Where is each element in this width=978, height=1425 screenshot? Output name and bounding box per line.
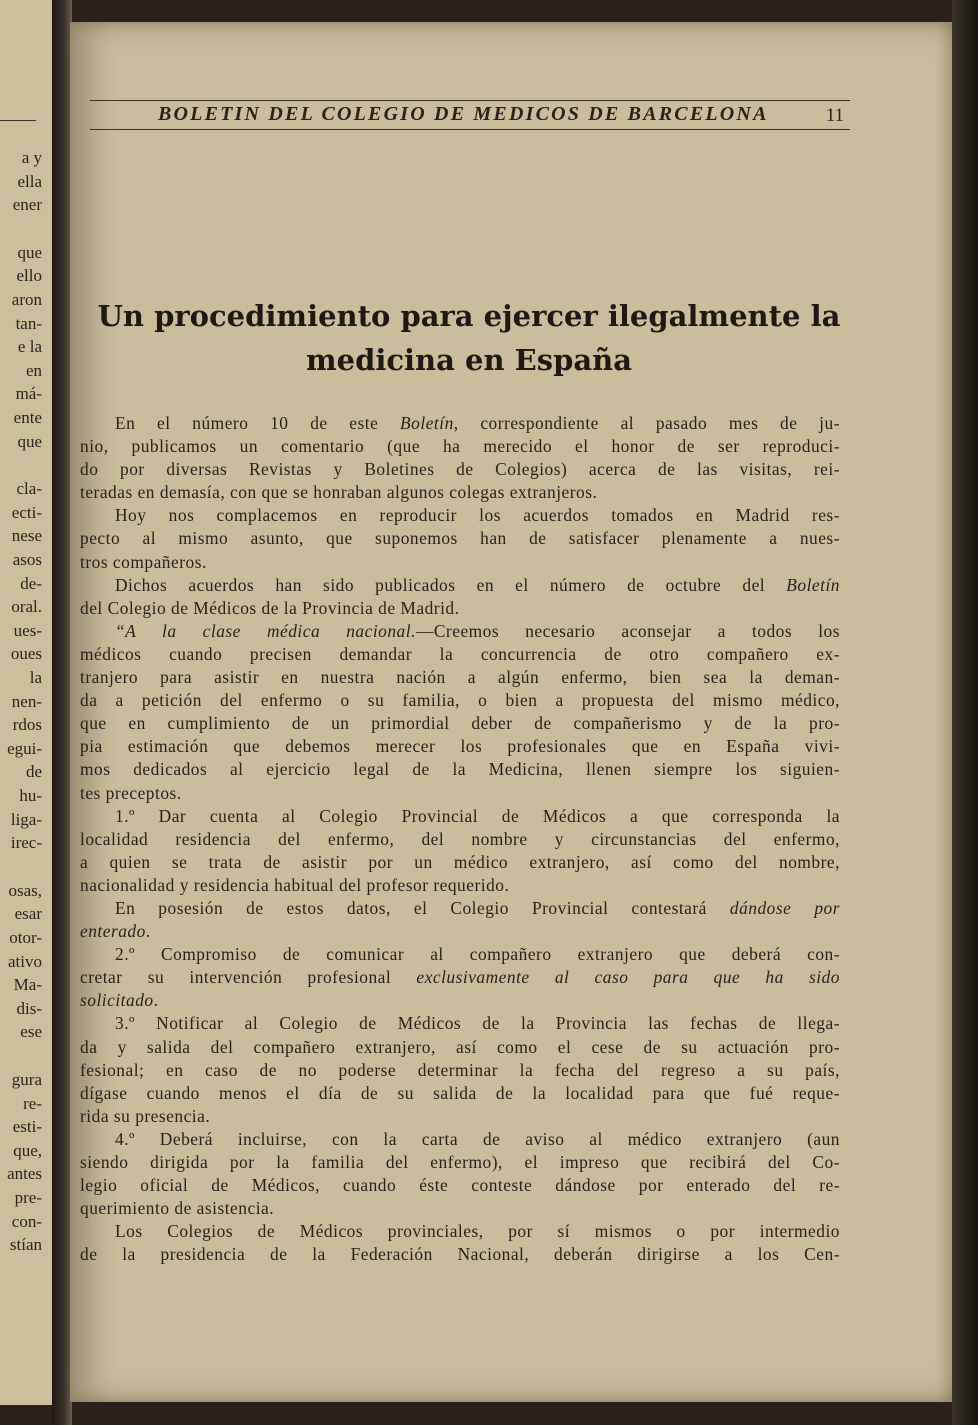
article-body: [80, 412, 840, 1266]
body-text: da a petición del enfermo o su familia, o bien a propuesta del mismo médico,: [80, 690, 840, 711]
body-text: nacionalidad y residencia habitual del profesor requerido.: [80, 874, 510, 895]
header-rule-bottom: [90, 129, 850, 130]
left-page-fragment: aron: [11, 290, 42, 309]
body-text: legio oficial de Médicos, cuando éste conteste dándose por enterado del re-: [80, 1175, 840, 1196]
left-page-fragment: egui-: [7, 738, 42, 758]
body-italic-text: solicitado: [80, 990, 154, 1011]
body-text: Dichos acuerdos han sido publicados en el número de octubre del: [115, 574, 787, 595]
body-line: [80, 504, 840, 527]
body-text: pecto al mismo asunto, que suponemos han de satisfacer plenamente a nues-: [80, 528, 840, 549]
body-line: [80, 643, 840, 666]
body-text: tros compañeros.: [80, 551, 207, 572]
body-line: [80, 1036, 840, 1059]
left-page-rule: [0, 120, 36, 121]
body-text: médicos cuando precisen demandar la concurrencia de otro compañero ex-: [80, 643, 840, 664]
left-page-fragment: ener: [12, 195, 42, 215]
body-italic-text: “A la clase médica nacional.: [115, 620, 416, 641]
left-page-fragment: esar: [14, 904, 42, 924]
left-page-fragment: gura: [11, 1070, 42, 1089]
left-page-fragment: ese: [20, 1022, 42, 1042]
body-line: [80, 597, 840, 620]
body-line: [80, 481, 840, 504]
body-text: localidad residencia del enfermo, del nombre y circunstancias del enfermo,: [80, 828, 840, 849]
left-page-fragment: que: [17, 431, 42, 451]
body-line: [80, 574, 840, 597]
left-page-fragment: oues: [10, 644, 42, 664]
body-line: [80, 666, 840, 689]
body-line: [80, 920, 840, 943]
body-text: da y salida del compañero extranjero, así como el cese de su actuación pro-: [80, 1036, 840, 1057]
left-page-fragment: re-: [23, 1093, 42, 1113]
journal-title: BOLETIN DEL COLEGIO DE MEDICOS DE BARCELONA: [158, 103, 769, 125]
body-italic-text: enterado: [80, 921, 146, 942]
body-text: pia estimación que debemos merecer los profesionales que en España vivi-: [80, 736, 840, 757]
left-page-fragment: nese: [11, 526, 42, 546]
body-line: [80, 1128, 840, 1151]
body-text: rida su presencia.: [80, 1105, 211, 1126]
body-text: teradas en demasía, con que se honraban algunos colegas extranjeros.: [80, 482, 598, 503]
left-page-fragment: que,: [13, 1140, 42, 1160]
body-text: siendo dirigida por la familia del enfermo), el impreso que recibirá del Co-: [80, 1152, 840, 1172]
body-text: que en cumplimiento de un primordial deber de compañerismo y de la pro-: [80, 713, 840, 734]
left-page-fragment: rdos: [12, 715, 42, 735]
left-page-fragment: antes: [7, 1164, 42, 1184]
article-title: [84, 294, 854, 382]
body-italic-text: Boletín: [400, 413, 454, 433]
body-text: do por diversas Revistas y Boletines de Colegios) acerca de las visitas, rei-: [80, 459, 840, 480]
body-line: [80, 897, 840, 920]
body-text: mos dedicados al ejercicio legal de la Medicina, llenen siempre los siguien-: [80, 759, 840, 780]
left-page-fragment: má-: [15, 384, 42, 404]
body-line: [80, 458, 840, 481]
body-text: dígase cuando menos el día de su salida de la localidad para que fué reque-: [80, 1082, 840, 1103]
body-text: 1.º Dar cuenta al Colegio Provincial de Médicos a que corresponda la: [115, 805, 840, 826]
body-line: [80, 527, 840, 550]
body-line: [80, 1151, 840, 1174]
book-gutter: [52, 0, 72, 1425]
left-page-fragment: ella: [17, 171, 42, 191]
body-text: del Colegio de Médicos de la Provincia de Madrid.: [80, 597, 460, 618]
body-italic-text: exclusivamente al caso para que ha sido: [416, 967, 840, 988]
left-page-fragment: asos: [12, 550, 42, 569]
left-page-fragment: tan-: [15, 313, 42, 333]
body-line: [80, 1243, 840, 1266]
body-line: [80, 735, 840, 758]
body-line: [80, 1197, 840, 1220]
body-text: fesional; en caso de no poderse determinar la fecha del regreso a su país,: [80, 1059, 840, 1080]
body-line: [80, 689, 840, 712]
left-page-fragment: de-: [20, 573, 42, 593]
left-page-fragment: dis-: [16, 998, 42, 1018]
body-line: [80, 874, 840, 897]
body-text: En el número 10 de este: [115, 413, 401, 433]
left-page-fragment: con-: [11, 1211, 42, 1231]
left-page-fragment: ecti-: [11, 502, 42, 522]
page-number: 11: [825, 105, 844, 126]
body-line: [80, 1220, 840, 1243]
body-line: [80, 1059, 840, 1082]
body-text: tranjero para asistir en nuestra nación a algún enfermo, bien sea la deman-: [80, 667, 840, 688]
body-text: Hoy nos complacemos en reproducir los acuerdos tomados en Madrid res-: [115, 505, 840, 526]
body-line: [80, 989, 840, 1012]
body-line: [80, 758, 840, 781]
body-text: .: [153, 990, 159, 1011]
running-head: [90, 98, 850, 132]
left-page-fragment: ues-: [13, 620, 42, 640]
body-text: 4.º Deberá incluirse, con la carta de aviso al médico extranjero (aun: [115, 1128, 840, 1149]
body-line: [80, 1012, 840, 1035]
body-text: tes preceptos.: [80, 782, 182, 803]
left-page-fragment: osas,: [8, 880, 42, 900]
left-page-fragment: pre-: [14, 1188, 42, 1207]
left-page-fragment: ello: [16, 266, 42, 286]
body-line: [80, 620, 840, 643]
body-text: En posesión de estos datos, el Colegio Provincial contestará: [115, 897, 730, 918]
body-text: 2.º Compromiso de comunicar al compañero extranjero que deberá con-: [115, 944, 840, 965]
body-line: [80, 1105, 840, 1128]
body-text: a quien se trata de asistir por un médico extranjero, así como del nombre,: [80, 851, 840, 872]
body-text: cretar su intervención profesional: [80, 967, 417, 988]
left-page-fragment: oral.: [11, 597, 42, 617]
page-edge-shadow: [952, 0, 978, 1425]
left-page-fragment: ente: [13, 408, 42, 427]
article-title-line-1: Un procedimiento para ejercer ilegalmente la: [97, 299, 841, 333]
left-page-fragment: la: [29, 668, 42, 687]
body-italic-text: dándose por: [729, 897, 840, 918]
article-title-line-2: medicina en España: [305, 343, 633, 377]
body-text: —Creemos necesario aconsejar a todos los: [415, 620, 840, 641]
left-page-fragment: a y: [21, 148, 42, 167]
left-page-fragment: ativo: [8, 951, 42, 971]
body-line: [80, 712, 840, 735]
body-line: [80, 1174, 840, 1197]
left-page-fragment: hu-: [19, 786, 42, 805]
left-page-edge: [0, 0, 52, 1405]
body-line: [80, 782, 840, 805]
body-line: [80, 551, 840, 574]
left-page-fragment: de: [25, 762, 42, 782]
body-text: querimiento de asistencia.: [80, 1198, 275, 1219]
body-italic-text: Boletín: [786, 574, 840, 595]
left-page-fragment: Ma-: [13, 975, 42, 995]
left-page-fragment: stían: [9, 1235, 42, 1255]
body-text: , correspondiente al pasado mes de ju-: [453, 413, 840, 433]
body-text: Los Colegios de Médicos provinciales, por sí mismos o por intermedio: [115, 1221, 840, 1242]
body-text: nio, publicamos un comentario (que ha merecido el honor de ser reproduci-: [80, 436, 840, 457]
left-page-fragment: e la: [17, 337, 42, 357]
body-line: [80, 828, 840, 851]
left-page-fragment: que: [17, 242, 42, 262]
body-text: .: [145, 921, 151, 942]
body-line: [80, 435, 840, 458]
body-line: [80, 805, 840, 828]
left-page-fragment: irec-: [10, 833, 42, 853]
left-page-fragment: nen-: [11, 691, 42, 711]
body-line: [80, 851, 840, 874]
left-page-fragment: esti-: [12, 1117, 42, 1137]
left-page-fragment: otor-: [9, 928, 42, 947]
header-rule-top: [90, 100, 850, 101]
body-text: 3.º Notificar al Colegio de Médicos de la Provincia las fechas de llega-: [115, 1013, 840, 1034]
left-page-fragment: en: [25, 360, 42, 380]
left-page-fragment: cla-: [16, 479, 42, 499]
body-line: [80, 966, 840, 989]
left-page-fragment: liga-: [10, 809, 42, 829]
body-line: [80, 943, 840, 966]
body-line: [80, 1082, 840, 1105]
body-text: de la presidencia de la Federación Nacional, deberán dirigirse a los Cen-: [80, 1244, 840, 1265]
body-line: [80, 412, 840, 435]
